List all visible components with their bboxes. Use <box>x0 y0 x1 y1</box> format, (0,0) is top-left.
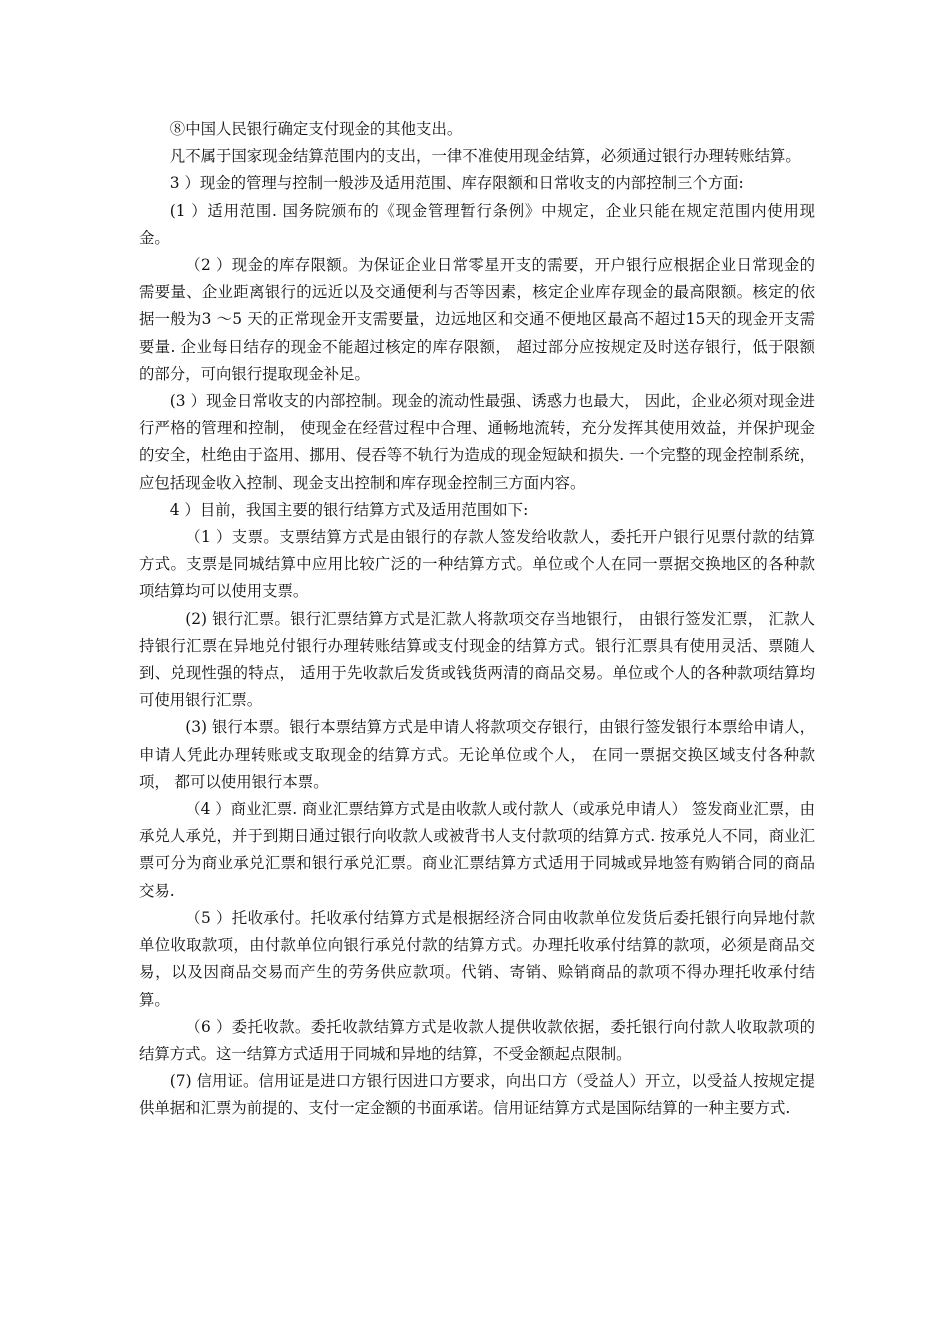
document-body <box>139 116 815 1123</box>
paragraph-cashier-cheque: (3) 银行本票。银行本票结算方式是申请人将款项交存银行，由银行签发银行本票给申请人，申请人凭此办理转账或支取现金的结算方式。无论单位或个人， 在同一票据交换区域支付各种款项， 都可以使用银行本票。 <box>139 718 815 791</box>
paragraph-letter-of-credit: (7) 信用证。信用证是进口方银行因进口方要求，向出口方（受益人）开立，以受益人按规定提供单据和汇票为前提的、支付一定金额的书面承诺。信用证结算方式是国际结算的一种主要方式. <box>139 1072 815 1118</box>
paragraph-transfer-settlement: 凡不属于国家现金结算范围内的支出，一律不准使用现金结算，必须通过银行办理转账结算。 <box>169 147 801 166</box>
paragraph-cheque: （1 ）支票。支票结算方式是由银行的存款人签发给收款人，委托开户银行见票付款的结算方式。支票是同城结算中应用比较广泛的一种结算方式。单位或个人在同一票据交换地区的各种款项结算均可以使用支票。 <box>139 528 815 601</box>
paragraph-inventory-limit: （2 ）现金的库存限额。为保证企业日常零星开支的需要，开户银行应根据企业日常现金的需要量、企业距离银行的远近以及交通便利与否等因素，核定企业库存现金的最高限额。核定的依据一般为3 ～5 天的正常现金开支需要量，边远地区和交通不便地区最高不超过15天的现金开支需要量. 企业每日结存的现金不能超过核定的库存限额， 超过部分应按规定及时送存银行，低于限额的部分，可向银行提取现金补足。 <box>139 256 815 383</box>
paragraph-scope-of-use: (1 ）适用范围. 国务院颁布的《现金管理暂行条例》中规定，企业只能在规定范围内使用现金。 <box>139 201 815 247</box>
paragraph-other-cash-expenses: ⑧中国人民银行确定支付现金的其他支出。 <box>169 120 463 138</box>
paragraph-commercial-draft: （4 ）商业汇票. 商业汇票结算方式是由收款人或付款人（或承兑申请人） 签发商业汇票，由承兑人承兑，并于到期日通过银行向收款人或被背书人支付款项的结算方式. 按承兑人不同，商业汇票可分为商业承兑汇票和银行承兑汇票。商业汇票结算方式适用于同城或异地签有购销合同的商品交易. <box>139 800 815 900</box>
paragraph-cash-control-overview: 3 ）现金的管理与控制一般涉及适用范围、库存限额和日常收支的内部控制三个方面: <box>169 174 744 193</box>
paragraph-entrusted-collection: （6 ）委托收款。委托收款结算方式是收款人提供收款依据，委托银行向付款人收取款项的结算方式。这一结算方式适用于同城和异地的结算，不受金额起点限制。 <box>139 1017 815 1063</box>
paragraph-internal-control: (3 ）现金日常收支的内部控制。现金的流动性最强、诱惑力也最大， 因此，企业必须对现金进行严格的管理和控制， 使现金在经营过程中合理、通畅地流转，充分发挥其使用效益，并保护现金的安全，杜绝由于盗用、挪用、侵吞等不轨行为造成的现金短缺和损失. 一个完整的现金控制系统，应包括现金收入控制、现金支出控制和库存现金控制三方面内容。 <box>139 392 815 492</box>
paragraph-collection-acceptance: （5 ）托收承付。托收承付结算方式是根据经济合同由收款单位发货后委托银行向异地付款单位收取款项，由付款单位向银行承兑付款的结算方式。办理托收承付结算的款项，必须是商品交易，以及因商品交易而产生的劳务供应款项。代销、寄销、赊销商品的款项不得办理托收承付结算。 <box>139 908 815 1009</box>
paragraph-bank-draft: (2) 银行汇票。银行汇票结算方式是汇款人将款项交存当地银行， 由银行签发汇票， 汇款人持银行汇票在异地兑付银行办理转账结算或支付现金的结算方式。银行汇票具有使用灵活、票随人到、兑现性强的特点， 适用于先收款后发货或钱货两清的商品交易。单位或个人的各种款项结算均可使用银行汇票。 <box>139 609 815 710</box>
paragraph-settlement-methods-intro: 4 ）目前，我国主要的银行结算方式及适用范围如下: <box>169 500 529 519</box>
